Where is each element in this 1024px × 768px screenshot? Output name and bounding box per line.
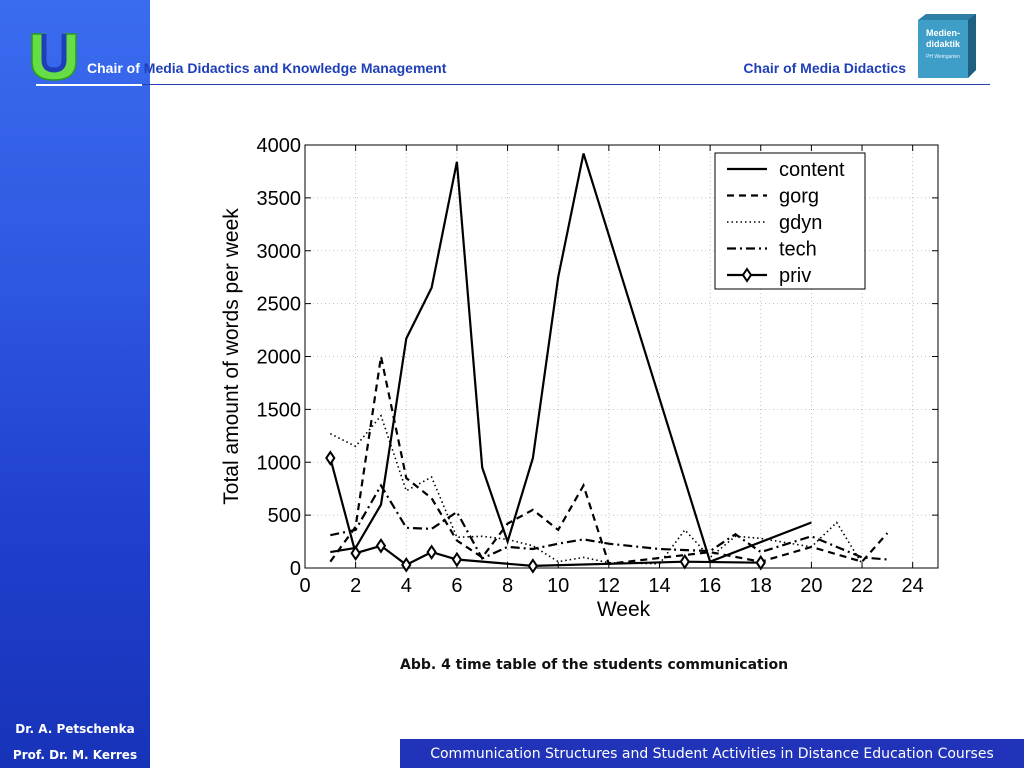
y-tick-label: 2500 (256, 293, 301, 316)
y-tick-label: 4000 (256, 135, 301, 157)
logo-text-line3: PH Weingarten (926, 54, 960, 60)
footer-bar: Communication Structures and Student Activities in Distance Education Courses (400, 739, 1024, 768)
x-tick-label: 0 (299, 575, 311, 597)
y-tick-label: 0 (289, 558, 301, 580)
x-tick-label: 8 (501, 575, 514, 597)
x-tick-label: 24 (901, 575, 924, 597)
y-tick-label: 3500 (256, 187, 301, 210)
y-tick-label: 2000 (256, 346, 301, 369)
legend-label-gorg: gorg (779, 185, 820, 208)
y-tick-label: 500 (267, 505, 301, 528)
author-2: Prof. Dr. M. Kerres (12, 748, 138, 762)
header-title-prefix: Chair of (87, 60, 144, 76)
sidebar (0, 0, 150, 768)
x-tick-label: 4 (400, 575, 412, 597)
mediendidaktik-logo (912, 12, 980, 80)
logo-text-line1: Medien- (925, 28, 961, 38)
header-title-left (87, 60, 446, 76)
header-title-main: Media Didactics and Knowledge Management (143, 60, 447, 76)
y-tick-label: 1000 (256, 452, 301, 475)
x-tick-label: 22 (850, 575, 874, 597)
legend-label-priv: priv (779, 265, 812, 287)
x-tick-label: 12 (597, 575, 620, 597)
header-rule-accent (36, 84, 142, 86)
author-1: Dr. A. Petschenka (15, 722, 135, 736)
x-axis-label: Week (596, 598, 651, 621)
legend-label-content: content (779, 159, 845, 181)
x-tick-label: 10 (547, 575, 570, 597)
logo-text-line2: didaktik (925, 39, 961, 49)
y-tick-label: 1500 (256, 399, 301, 422)
legend-label-gdyn: gdyn (779, 212, 823, 234)
x-tick-label: 14 (648, 575, 671, 597)
y-axis-label: Total amount of words per week (220, 208, 243, 505)
x-tick-label: 18 (749, 575, 772, 597)
university-logo-icon (28, 28, 80, 84)
legend-label-tech: tech (779, 238, 817, 261)
x-tick-label: 2 (350, 575, 362, 597)
figure-caption: Abb. 4 time table of the students communication (400, 657, 789, 673)
chart-svg (210, 130, 970, 630)
x-tick-label: 6 (451, 575, 463, 597)
x-tick-label: 20 (800, 575, 823, 597)
x-tick-label: 16 (698, 575, 722, 597)
y-tick-label: 3000 (256, 240, 301, 263)
header-title-right: Chair of Media Didactics (743, 60, 906, 76)
header-rule (36, 84, 990, 85)
chart (210, 130, 970, 630)
